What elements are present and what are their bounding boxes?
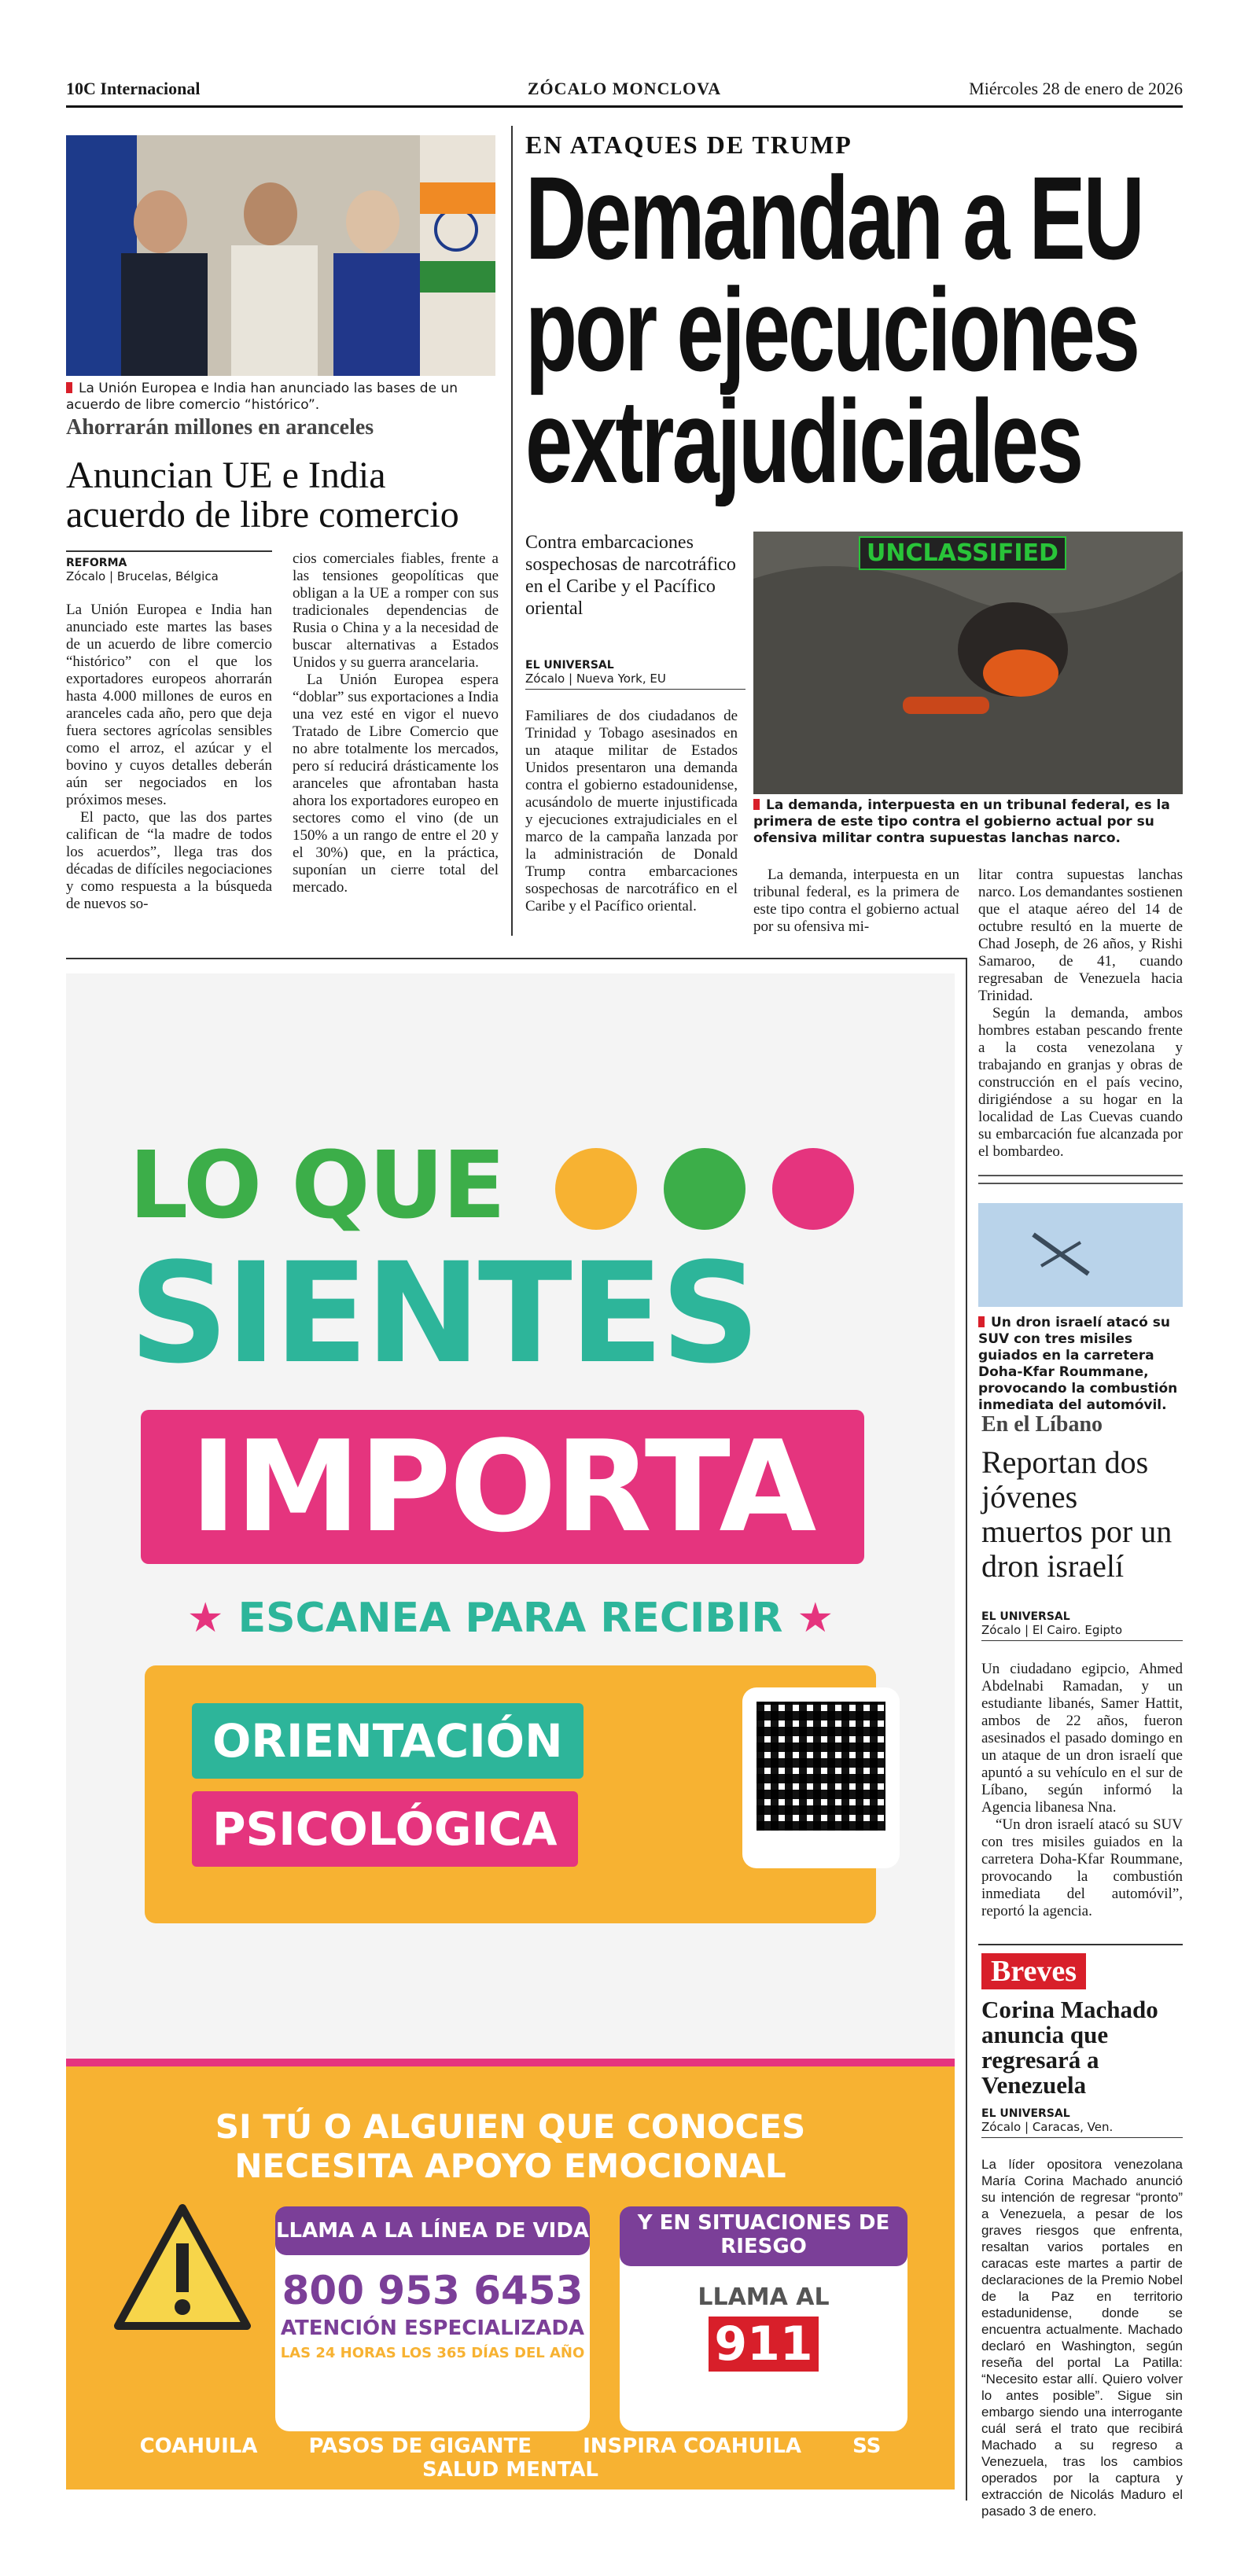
risk-tag: Y EN SITUACIONES DE RIESGO	[620, 2206, 907, 2266]
inspira-logo: INSPIRA COAHUILA	[583, 2434, 802, 2458]
hours-label: LAS 24 HORAS LOS 365 DÍAS DEL AÑO	[280, 2345, 585, 2361]
column-rule	[966, 959, 967, 2501]
photo-caption: La demanda, interpuesta en un tribunal federal, es la primera de este tipo contra el gobierno actual por su ofensiva militar contra supuestas lanchas narco.	[753, 797, 1170, 846]
helpline-number[interactable]: 800 953 6453	[282, 2268, 584, 2313]
issue-date: Miércoles 28 de enero de 2026	[969, 79, 1183, 98]
helpline-box	[275, 2206, 590, 2431]
story-headline: Reportan dos jóvenes muertos por un dron israelí	[981, 1444, 1173, 1584]
newspaper-name: ZÓCALO MONCLOVA	[527, 79, 722, 98]
story-byline: EL UNIVERSAL Zócalo | Caracas, Ven.	[981, 2107, 1183, 2138]
story-column: La demanda, interpuesta en un tribunal federal, es la primera de este tipo contra el gobierno actual por su ofensiva mi-	[753, 867, 959, 935]
helpline-tag: LLAMA A LA LÍNEA DE VIDA	[275, 2206, 590, 2255]
story-column: Familiares de dos ciudadanos de Trinidad y Tobago asesinados en un ataque militar de Estados Unidos presentaron una demanda contra el gobierno estadounidense, acusándolo de muerte injustificada y ejecuciones extrajudiciales en el marco de la campaña lanzada por la administración de Donald Trump contra embarcaciones sospechosas de narcotráfico en el Caribe y el Pacífico oriental.	[525, 708, 738, 914]
salud-mental-logo: SALUD MENTAL	[422, 2458, 599, 2482]
page-header	[66, 79, 1183, 108]
brief-headline: Corina Machado anuncia que regresará a Venezuela	[981, 1996, 1158, 2099]
story-column: litar contra supuestas lanchas narco. Los demandantes sostienen que el ataque aéreo del 14 de octubre resultó en la muerte de Chad Joseph, de 26 años, y Rishi Samaroo, de 41, cuando regresaban de Venezuela hacia Trinidad. Según la demanda, ambos hombres estaban pescando frente a la costa venezolana y trabajando en granjas y obras de construcción en el país vecino, dirigiéndose a su hogar en la localidad de Las Cuevas cuando su embarcación fue alcanzada por el bombardeo.	[978, 867, 1183, 1160]
section-rule	[66, 958, 967, 959]
ad-line-2: SIENTES	[129, 1233, 757, 1394]
photo-label: UNCLASSIFIED	[859, 536, 1066, 570]
ad-line-3-banner: IMPORTA	[141, 1410, 864, 1564]
story-byline: EL UNIVERSAL Zócalo | El Cairo. Egipto	[981, 1610, 1183, 1641]
divider	[978, 1175, 1183, 1184]
column-rule	[511, 126, 513, 936]
brief-body: La líder opositora venezolana María Corina Machado anunció su intención de regresar “pronto” a Venezuela, a pesar de los graves riesgos que enfrenta, resaltan varios portales en caracas este martes a partir de declaraciones de la Premio Nobel de la Paz en territorio estadunidense, donde se encuentra actualmente. Machado declaró en Washington, según reseña del portal La Patilla: “Necesito estar allí. Quiero volver lo antes posible”. Sigue sin embargo siendo una interrogante cuál será el trato que recibirá Machado a su regreso a Venezuela, tras los cambios operados por la captura y extracción de Nicolás Maduro el pasado 3 de enero.	[981, 2157, 1183, 2519]
ad-line-1: LO QUE	[129, 1131, 505, 1239]
drone-photo	[978, 1203, 1183, 1307]
psychological-pill: PSICOLÓGICA	[192, 1791, 578, 1867]
story-byline: REFORMA Zócalo | Brucelas, Bélgica	[66, 550, 272, 583]
mental-health-ad	[66, 973, 955, 2490]
divider	[978, 1944, 1183, 1945]
sponsor-logos	[66, 2434, 955, 2482]
orientation-pill: ORIENTACIÓN	[192, 1703, 584, 1779]
call-at-label: LLAMA AL	[698, 2283, 830, 2311]
story-byline: EL UNIVERSAL Zócalo | Nueva York, EU	[525, 659, 745, 690]
help-line-2: NECESITA APOYO EMOCIONAL	[234, 2147, 786, 2185]
story-deck: Contra embarcaciones sospechosas de narcotráfico en el Caribe y el Pacífico oriental	[525, 532, 736, 619]
photo-caption: Un dron israelí atacó su SUV con tres misiles guiados en la carretera Doha-Kfar Roummane, provocando la combustión inmediata del automóvil.	[978, 1315, 1178, 1413]
coahuila-logo: COAHUILA	[139, 2434, 258, 2458]
ss-logo: SS	[852, 2434, 882, 2458]
boat-strike-photo	[753, 532, 1183, 794]
main-kicker: EN ATAQUES DE TRUMP	[525, 131, 852, 159]
emergency-number[interactable]: 911	[709, 2317, 819, 2372]
emergency-box	[620, 2206, 907, 2431]
story-kicker: Ahorrarán millones en aranceles	[66, 415, 374, 440]
attention-label: ATENCIÓN ESPECIALIZADA	[280, 2317, 585, 2340]
neutral-face-icon	[555, 1148, 637, 1230]
warning-icon	[112, 2200, 253, 2334]
scan-callout: ★ ESCANEA PARA RECIBIR ★	[186, 1595, 834, 1642]
section-label: 10C Internacional	[66, 79, 201, 98]
happy-face-icon	[664, 1148, 745, 1230]
main-headline: Demandan a EU por ejecuciones extrajudiciales	[525, 152, 1143, 507]
help-line-1: SI TÚ O ALGUIEN QUE CONOCES	[215, 2107, 806, 2146]
breves-label: Breves	[981, 1953, 1086, 1989]
eu-india-photo	[66, 135, 495, 376]
photo-caption: La Unión Europea e India han anunciado las bases de un acuerdo de libre comercio “histórico”.	[66, 381, 458, 413]
story-headline: Anuncian UE e India acuerdo de libre comercio	[66, 454, 459, 535]
story-column: cios comerciales fiables, frente a las tensiones geopolíticas que obligan a la UE a romper con sus tradicionales dependencias de Rusia o China y a la necesidad de buscar alternativas a Estados Unidos y su guerra arancelaria. La Unión Europea espera “doblar” sus exportaciones a India una vez esté en vigor el nuevo Tratado de Libre Comercio que no abre totalmente los mercados, pero sí reducirá drásticamente los aranceles que afrontaban hasta ahora los exportadores europeo en sectores como el vino (de un 150% a un rango de entre el 20 y el 30%) que, en la práctica, suponían un cierre total del mercado.	[293, 550, 499, 896]
pasos-logo: PASOS DE GIGANTE	[308, 2434, 532, 2458]
orientation-panel	[145, 1665, 876, 1923]
qr-code[interactable]	[742, 1687, 900, 1868]
story-column: Un ciudadano egipcio, Ahmed Abdelnabi Ramadan, y un estudiante libanés, Samer Hattit, ambos de 22 años, fueron asesinados el pasado domingo en un ataque de un dron israelí que apuntó a su vehículo en el sur de Líbano, según informó la Agencia libanesa Nna. “Un dron israelí atacó su SUV con tres misiles guiados en la carretera Doha-Kfar Roummane, provocando la combustión inmediata del automóvil”, reportó la agencia.	[981, 1661, 1183, 1919]
story-kicker: En el Líbano	[981, 1412, 1103, 1437]
sad-face-icon	[772, 1148, 854, 1230]
story-column: La Unión Europea e India han anunciado este martes las bases de un acuerdo de libre comercio “histórico” con el que los exportadores europeos ahorrarán hasta 4.000 millones de euros en aranceles cada año, pero que deja fuera sectores agrícolas sensibles como el arroz, el azúcar y el bovino y cuyos detalles deberán aún ser negociados en los próximos meses. El pacto, que las dos partes califican de “la madre de todos los acuerdos”, llega tras dos décadas de difíciles negociaciones y como respuesta a la búsqueda de nuevos so-	[66, 602, 272, 912]
helpline-panel	[66, 2059, 955, 2490]
